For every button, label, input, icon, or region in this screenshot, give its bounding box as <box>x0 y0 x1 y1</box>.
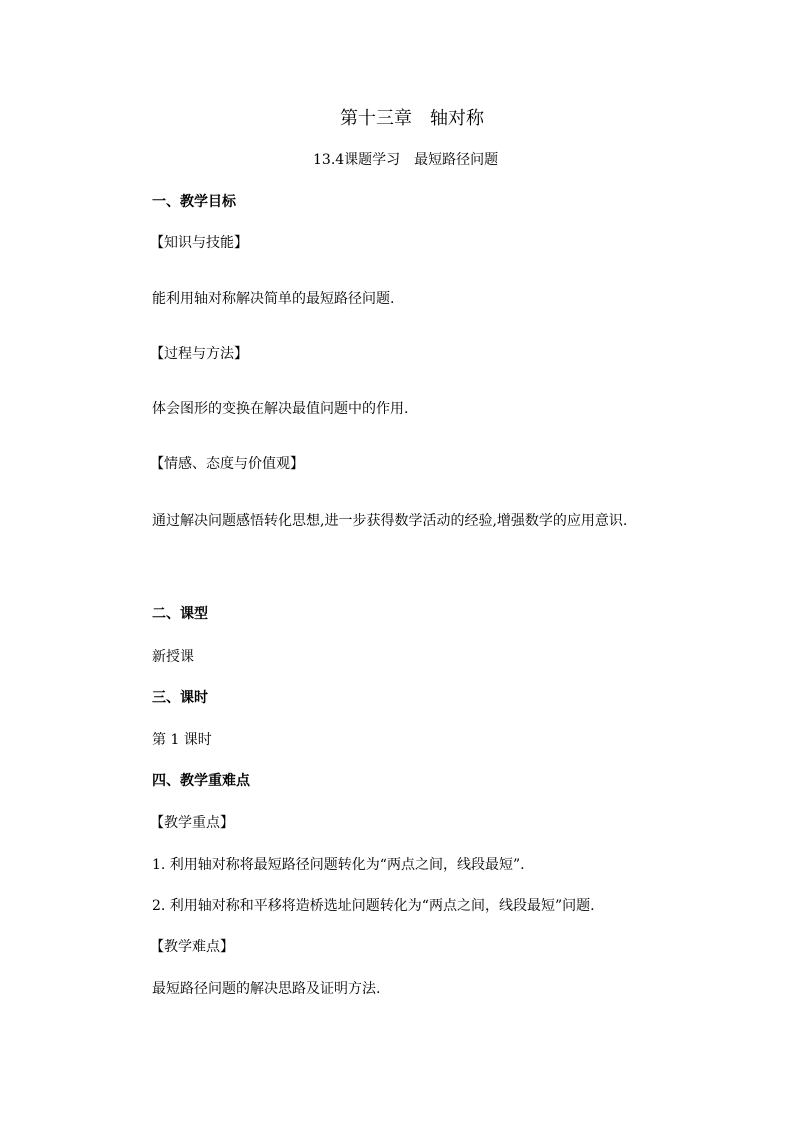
process-methods-label: 【过程与方法】 <box>150 346 248 362</box>
lesson-type-text: 新授课 <box>152 649 194 665</box>
section-heading-lesson-type: 二、课型 <box>152 606 208 622</box>
periods-text: 第 1 课时 <box>152 732 212 748</box>
difficult-points-label: 【教学难点】 <box>150 939 234 955</box>
knowledge-skills-text: 能利用轴对称解决简单的最短路径问题. <box>152 291 395 307</box>
key-point-item: 1. 利用轴对称将最短路径问题转化为“两点之间，线段最短”. <box>152 857 525 873</box>
key-points-label: 【教学重点】 <box>150 815 234 831</box>
chapter-title: 第十三章 轴对称 <box>340 108 484 129</box>
key-point-item: 2. 利用轴对称和平移将造桥选址问题转化为“两点之间，线段最短”问题. <box>152 898 595 914</box>
emotion-values-text: 通过解决问题感悟转化思想,进一步获得数学活动的经验,增强数学的应用意识. <box>152 513 628 529</box>
lesson-subtitle: 13.4课题学习 最短路径问题 <box>313 152 499 168</box>
knowledge-skills-label: 【知识与技能】 <box>150 235 248 251</box>
section-heading-key-difficult: 四、教学重难点 <box>152 773 250 789</box>
emotion-values-label: 【情感、态度与价值观】 <box>150 456 304 472</box>
difficult-points-text: 最短路径问题的解决思路及证明方法. <box>152 981 381 997</box>
process-methods-text: 体会图形的变换在解决最值问题中的作用. <box>152 401 409 417</box>
section-heading-objectives: 一、教学目标 <box>152 194 236 210</box>
section-heading-periods: 三、课时 <box>152 690 208 706</box>
